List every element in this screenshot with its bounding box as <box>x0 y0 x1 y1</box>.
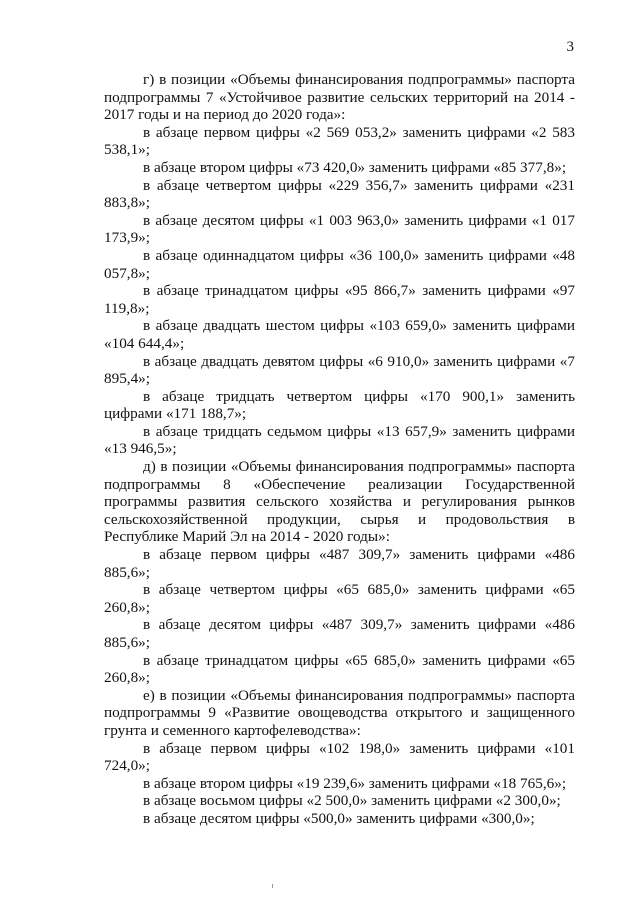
paragraph: г) в позиции «Объемы финансирования подпрограммы» паспорта подпрограммы 7 «Устойчивое развитие сельских территорий на 2014 - 2017 годы и на период до 2020 года»: <box>104 71 575 124</box>
paragraph: в абзаце первом цифры «102 198,0» заменить цифрами «101 724,0»; <box>104 739 575 775</box>
paragraph: в абзаце тридцать седьмом цифры «13 657,9» заменить цифрами «13 946,5»; <box>104 422 575 458</box>
paragraph: в абзаце тридцать четвертом цифры «170 900,1» заменить цифрами «171 188,7»; <box>104 387 575 423</box>
page-number: 3 <box>566 39 574 55</box>
paragraph: в абзаце четвертом цифры «229 356,7» заменить цифрами «231 883,8»; <box>104 176 575 212</box>
paragraph: в абзаце первом цифры «2 569 053,2» заменить цифрами «2 583 538,1»; <box>104 123 575 159</box>
paragraph: в абзаце десятом цифры «487 309,7» заменить цифрами «486 885,6»; <box>104 616 575 651</box>
paragraph: в абзаце тринадцатом цифры «95 866,7» заменить цифрами «97 119,8»; <box>104 282 575 317</box>
paragraph: д) в позиции «Объемы финансирования подпрограммы» паспорта подпрограммы 8 «Обеспечение реализации Государственной программы развития сельского хозяйства и регулирования рынков сельскохозяйственной продукции, сырья и продовольствия в Республике Марий Эл на 2014 - 2020 годы»: <box>104 458 575 546</box>
paragraph: е) в позиции «Объемы финансирования подпрограммы» паспорта подпрограммы 9 «Развитие овощеводства открытого и защищенного грунта и семенного картофелеводства»: <box>104 686 575 739</box>
paragraph: в абзаце двадцать девятом цифры «6 910,0» заменить цифрами «7 895,4»; <box>104 352 575 388</box>
paragraph: в абзаце двадцать шестом цифры «103 659,0» заменить цифрами «104 644,4»; <box>104 317 575 352</box>
document-body <box>104 71 575 828</box>
paragraph: в абзаце втором цифры «19 239,6» заменить цифрами «18 765,6»; <box>143 774 567 792</box>
paragraph: в абзаце десятом цифры «500,0» заменить цифрами «300,0»; <box>143 809 535 827</box>
paragraph: в абзаце восьмом цифры «2 500,0» заменить цифрами «2 300,0»; <box>143 792 561 810</box>
paragraph: в абзаце тринадцатом цифры «65 685,0» заменить цифрами «65 260,8»; <box>104 651 575 687</box>
paragraph: в абзаце первом цифры «487 309,7» заменить цифрами «486 885,6»; <box>104 546 575 581</box>
paragraph: в абзаце втором цифры «73 420,0» заменить цифрами «85 377,8»; <box>143 158 567 176</box>
paragraph: в абзаце одиннадцатом цифры «36 100,0» заменить цифрами «48 057,8»; <box>104 246 575 282</box>
paragraph: в абзаце четвертом цифры «65 685,0» заменить цифрами «65 260,8»; <box>104 581 575 616</box>
paragraph: в абзаце десятом цифры «1 003 963,0» заменить цифрами «1 017 173,9»; <box>104 211 575 247</box>
scan-mark <box>272 884 273 888</box>
